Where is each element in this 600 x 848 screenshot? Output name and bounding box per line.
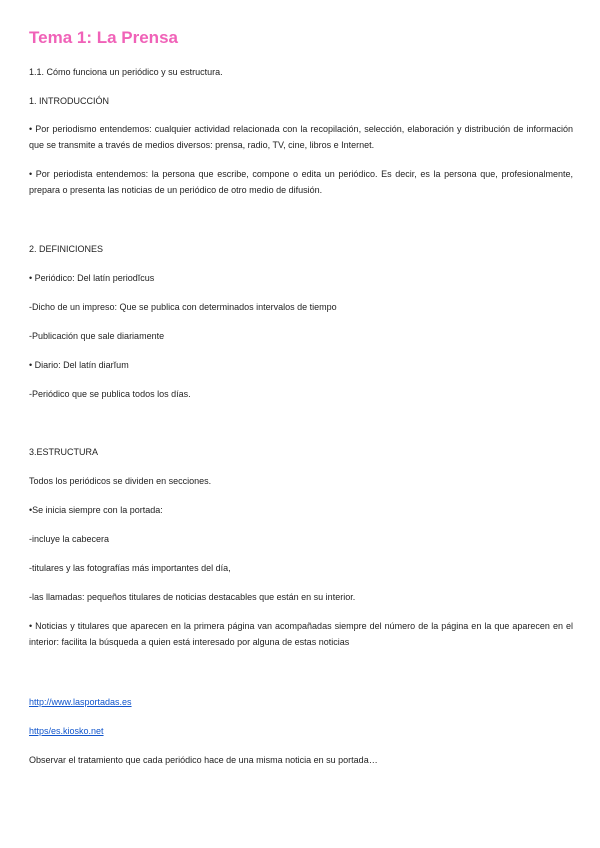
definition-item: -Publicación que sale diariamente xyxy=(29,331,165,341)
paragraph-periodista: • Por periodista entendemos: la persona que escribe, compone o edita un periódico. Es decir, es la persona que, profesionalmente, prepara o presenta las noticias de un periódico de otro medio de difusión. xyxy=(29,169,573,195)
section-heading-estructura: 3.ESTRUCTURA xyxy=(29,447,99,457)
link-kiosko-text[interactable]: https/es.kiosko.net xyxy=(29,726,104,736)
paragraph-periodismo: • Por periodismo entendemos: cualquier actividad relacionada con la recopilación, selección, elaboración y distribución de información que se transmite a través de medios diversos: prensa, radio, TV, cine, libros e Internet. xyxy=(29,124,573,150)
paragraph-noticias: • Noticias y titulares que aparecen en la primera página van acompañadas siempre del número de la página en la que aparecen en el interior: facilita la búsqueda a quien está interesado por alguna de estas noticias xyxy=(29,621,573,647)
section-heading-introduccion: 1. INTRODUCCIÓN xyxy=(29,96,110,106)
closing-text: Observar el tratamiento que cada periódico hace de una misma noticia en su portada… xyxy=(29,755,378,765)
section-heading-definiciones: 2. DEFINICIONES xyxy=(29,244,104,254)
page-title: Tema 1: La Prensa xyxy=(29,28,178,47)
link-lasportadas[interactable] xyxy=(29,694,573,710)
definition-item: • Periódico: Del latín periodĭcus xyxy=(29,273,155,283)
definition-item: • Diario: Del latín diarĭum xyxy=(29,360,129,370)
definition-item: -Periódico que se publica todos los días. xyxy=(29,389,191,399)
structure-item: •Se inicia siempre con la portada: xyxy=(29,505,163,515)
structure-item: Todos los periódicos se dividen en secciones. xyxy=(29,476,212,486)
link-kiosko[interactable] xyxy=(29,723,573,739)
structure-item: -las llamadas: pequeños titulares de noticias destacables que están en su interior. xyxy=(29,592,356,602)
link-lasportadas-text[interactable]: http://www.lasportadas.es xyxy=(29,697,132,707)
subtitle: 1.1. Cómo funciona un periódico y su estructura. xyxy=(29,67,223,77)
structure-item: -incluye la cabecera xyxy=(29,534,110,544)
definition-item: -Dicho de un impreso: Que se publica con determinados intervalos de tiempo xyxy=(29,302,337,312)
structure-item: -titulares y las fotografías más importantes del día, xyxy=(29,563,231,573)
